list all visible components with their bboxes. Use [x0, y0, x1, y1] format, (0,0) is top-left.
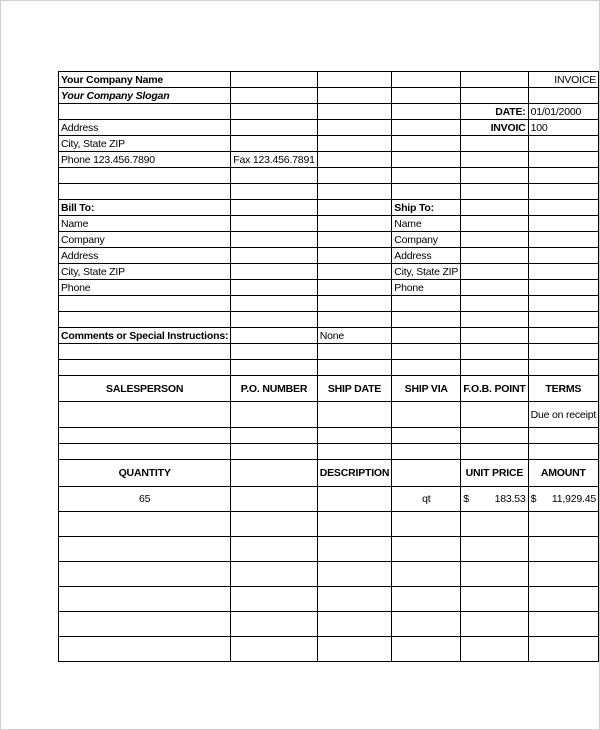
ship-to-city-state-zip: City, State ZIP [392, 264, 461, 280]
bill-to-heading: Bill To: [59, 200, 231, 216]
line-item-row [59, 612, 599, 637]
bill-to-city-state-zip: City, State ZIP [59, 264, 231, 280]
ship-to-phone: Phone [392, 280, 461, 296]
invoice-title: INVOICE [528, 72, 599, 88]
item-quantity: 65 [59, 487, 231, 512]
po-number-header: P.O. NUMBER [231, 376, 317, 402]
item-amount: 11,929.45 [551, 493, 597, 505]
unit-price-currency: $ [463, 493, 469, 505]
item-unit-price: 183.53 [494, 493, 526, 505]
ship-date-header: SHIP DATE [317, 376, 392, 402]
company-city-state-zip: City, State ZIP [59, 136, 231, 152]
date-value: 01/01/2000 [528, 104, 599, 120]
comments-value: None [317, 328, 392, 344]
ship-to-address: Address [392, 248, 461, 264]
item-amount-cell [528, 487, 599, 512]
company-name: Your Company Name [59, 72, 231, 88]
quantity-header: QUANTITY [59, 460, 231, 487]
line-item-row [59, 487, 599, 512]
company-phone: Phone 123.456.7890 [59, 152, 231, 168]
bill-to-company: Company [59, 232, 231, 248]
terms-value: Due on receipt [528, 402, 599, 428]
bill-to-phone: Phone [59, 280, 231, 296]
ship-to-company: Company [392, 232, 461, 248]
comments-label: Comments or Special Instructions: [59, 328, 231, 344]
item-unit-price-cell [461, 487, 528, 512]
amount-header: AMOUNT [528, 460, 599, 487]
line-item-row [59, 587, 599, 612]
ship-to-name: Name [392, 216, 461, 232]
salesperson-header: SALESPERSON [59, 376, 231, 402]
bill-to-name: Name [59, 216, 231, 232]
unit-price-header: UNIT PRICE [461, 460, 528, 487]
company-address: Address [59, 120, 231, 136]
terms-header: TERMS [528, 376, 599, 402]
description-header: DESCRIPTION [317, 460, 392, 487]
bill-to-address: Address [59, 248, 231, 264]
line-item-row [59, 537, 599, 562]
line-item-row [59, 562, 599, 587]
invoice-sheet [58, 71, 599, 662]
company-fax: Fax 123.456.7891 [231, 152, 317, 168]
invoice-grid [58, 71, 599, 662]
line-item-row [59, 512, 599, 537]
invoice-number-value: 100 [528, 120, 599, 136]
company-slogan: Your Company Slogan [59, 88, 231, 104]
amount-currency: $ [530, 493, 537, 505]
ship-to-heading: Ship To: [392, 200, 461, 216]
ship-via-header: SHIP VIA [392, 376, 461, 402]
invoice-number-label: INVOIC [461, 120, 528, 136]
date-label: DATE: [461, 104, 528, 120]
item-unit: qt [392, 487, 461, 512]
line-item-row [59, 637, 599, 662]
fob-point-header: F.O.B. POINT [461, 376, 528, 402]
